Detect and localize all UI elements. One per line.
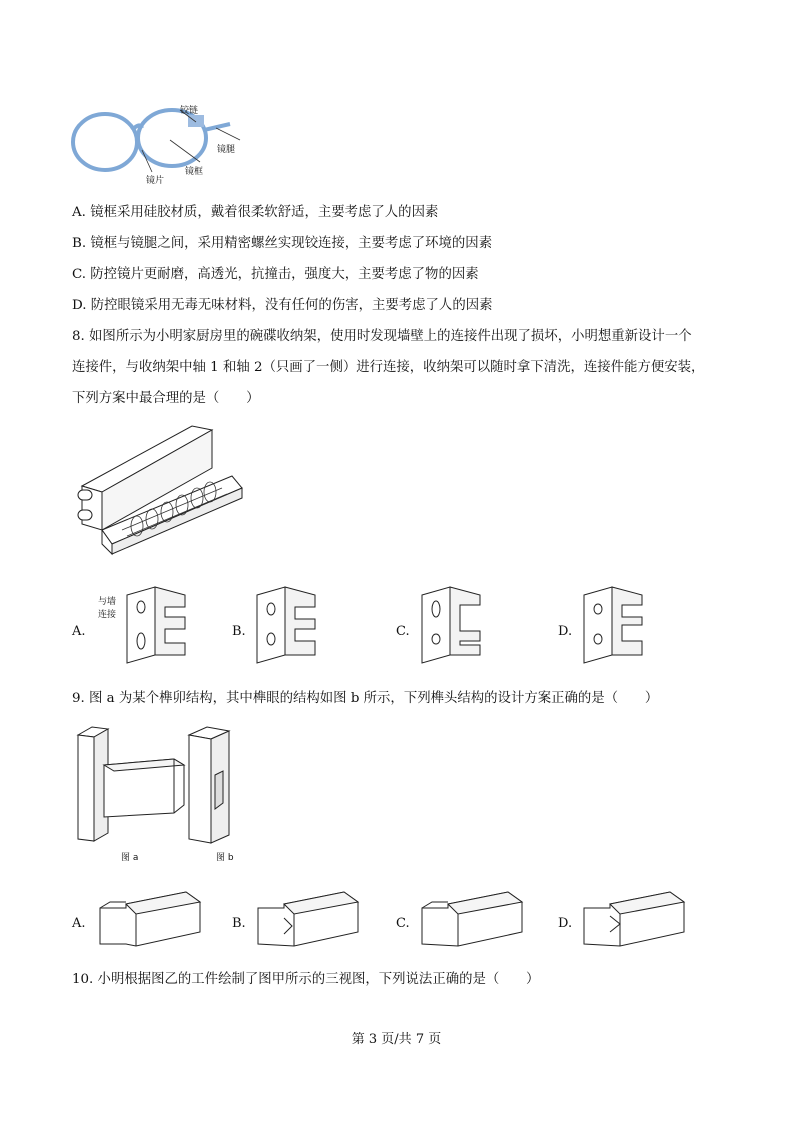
q7-option-d-letter: D. bbox=[72, 298, 87, 313]
label-frame: 镜框 bbox=[185, 167, 204, 177]
q7-option-d-text: 防控眼镜采用无毒无味材料，没有任何的伤害，主要考虑了人的因素 bbox=[90, 298, 493, 313]
q8-option-d-letter: D. bbox=[558, 624, 573, 639]
q8-line-1: 8. 如图所示为小明家厨房里的碗碟收纳架，使用时发现墙壁上的连接件出现了损坏，小明想重新设计一个 bbox=[72, 329, 692, 344]
q8-option-d-bracket bbox=[582, 585, 657, 670]
q7-option-a bbox=[72, 203, 438, 223]
q8-option-a-letter: A. bbox=[72, 624, 86, 639]
q9-option-c-tenon bbox=[418, 888, 528, 950]
q9-figure-b-caption: 图 b bbox=[216, 853, 234, 863]
wall-connection-label-1: 与墙 bbox=[98, 597, 117, 607]
q9-option-c-letter: C. bbox=[396, 916, 410, 931]
q9-figure-b bbox=[185, 725, 245, 845]
q9-option-b-tenon bbox=[254, 888, 364, 950]
q8-option-c-letter: C. bbox=[396, 624, 410, 639]
q8-line-2: 连接件，与收纳架中轴 1 和轴 2（只画了一侧）进行连接，收纳架可以随时拿下清洗，连接件能方便安装， bbox=[72, 360, 705, 375]
q7-option-d bbox=[72, 296, 493, 316]
q7-option-a-text: 镜框采用硅胶材质，戴着很柔软舒适，主要考虑了人的因素 bbox=[90, 205, 439, 220]
q8-option-b-letter: B. bbox=[232, 624, 246, 639]
q8-line-3: 下列方案中最合理的是（ ） bbox=[72, 391, 260, 406]
q7-option-a-letter: A. bbox=[72, 205, 86, 220]
q9-option-a-letter: A. bbox=[72, 916, 86, 931]
q7-option-c bbox=[72, 265, 479, 285]
q7-option-b bbox=[72, 234, 492, 254]
page-footer: 第 3 页/共 7 页 bbox=[351, 1032, 442, 1047]
label-temple: 镜腿 bbox=[217, 145, 236, 155]
q8-option-b-bracket bbox=[255, 585, 330, 670]
q9-question: 9. 图 a 为某个榫卯结构，其中榫眼的结构如图 b 所示，下列榫头结构的设计方案正确的是（ ） bbox=[72, 691, 659, 706]
q10-question: 10. 小明根据图乙的工件绘制了图甲所示的三视图，下列说法正确的是（ ） bbox=[72, 972, 540, 987]
q9-option-b-letter: B. bbox=[232, 916, 246, 931]
q8-option-a-bracket bbox=[125, 585, 200, 670]
q7-option-b-text: 镜框与镜腿之间，采用精密螺丝实现铰连接，主要考虑了环境的因素 bbox=[90, 236, 493, 251]
q9-option-a-tenon bbox=[96, 888, 206, 950]
label-lens: 镜片 bbox=[146, 176, 165, 186]
glasses-figure bbox=[70, 100, 245, 190]
label-hinge: 铰链 bbox=[180, 106, 199, 116]
q8-option-c-bracket bbox=[420, 585, 495, 670]
q7-option-c-text: 防控镜片更耐磨，高透光，抗撞击，强度大，主要考虑了物的因素 bbox=[90, 267, 479, 282]
dish-rack-figure bbox=[72, 418, 252, 578]
q9-option-d-letter: D. bbox=[558, 916, 573, 931]
q9-figure-a bbox=[74, 725, 189, 845]
q9-figure-a-caption: 图 a bbox=[121, 853, 139, 863]
q9-option-d-tenon bbox=[580, 888, 690, 950]
q7-option-c-letter: C. bbox=[72, 267, 87, 282]
wall-connection-label-2: 连接 bbox=[98, 610, 117, 620]
q7-option-b-letter: B. bbox=[72, 236, 87, 251]
